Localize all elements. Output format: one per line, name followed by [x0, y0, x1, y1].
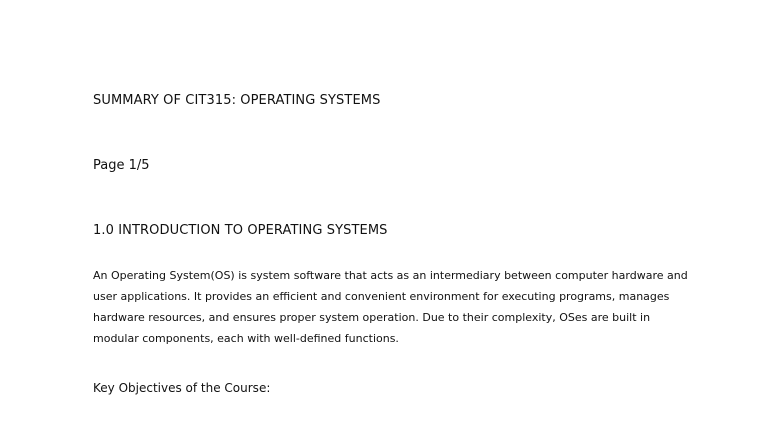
document-title: SUMMARY OF CIT315: OPERATING SYSTEMS [93, 93, 381, 108]
section-heading: 1.0 INTRODUCTION TO OPERATING SYSTEMS [93, 223, 388, 238]
page-number: Page 1/5 [93, 158, 150, 173]
intro-paragraph: An Operating System(OS) is system software that acts as an intermediary between computer hardware and user applications. It provides an efficient and convenient environment for executing programs, manages hardware resources, and ensures proper system operation. Due to their complexity, OSes are built in modular components, each with well-defined functions. [93, 269, 688, 345]
course-objectives-heading: Key Objectives of the Course: [93, 381, 271, 395]
